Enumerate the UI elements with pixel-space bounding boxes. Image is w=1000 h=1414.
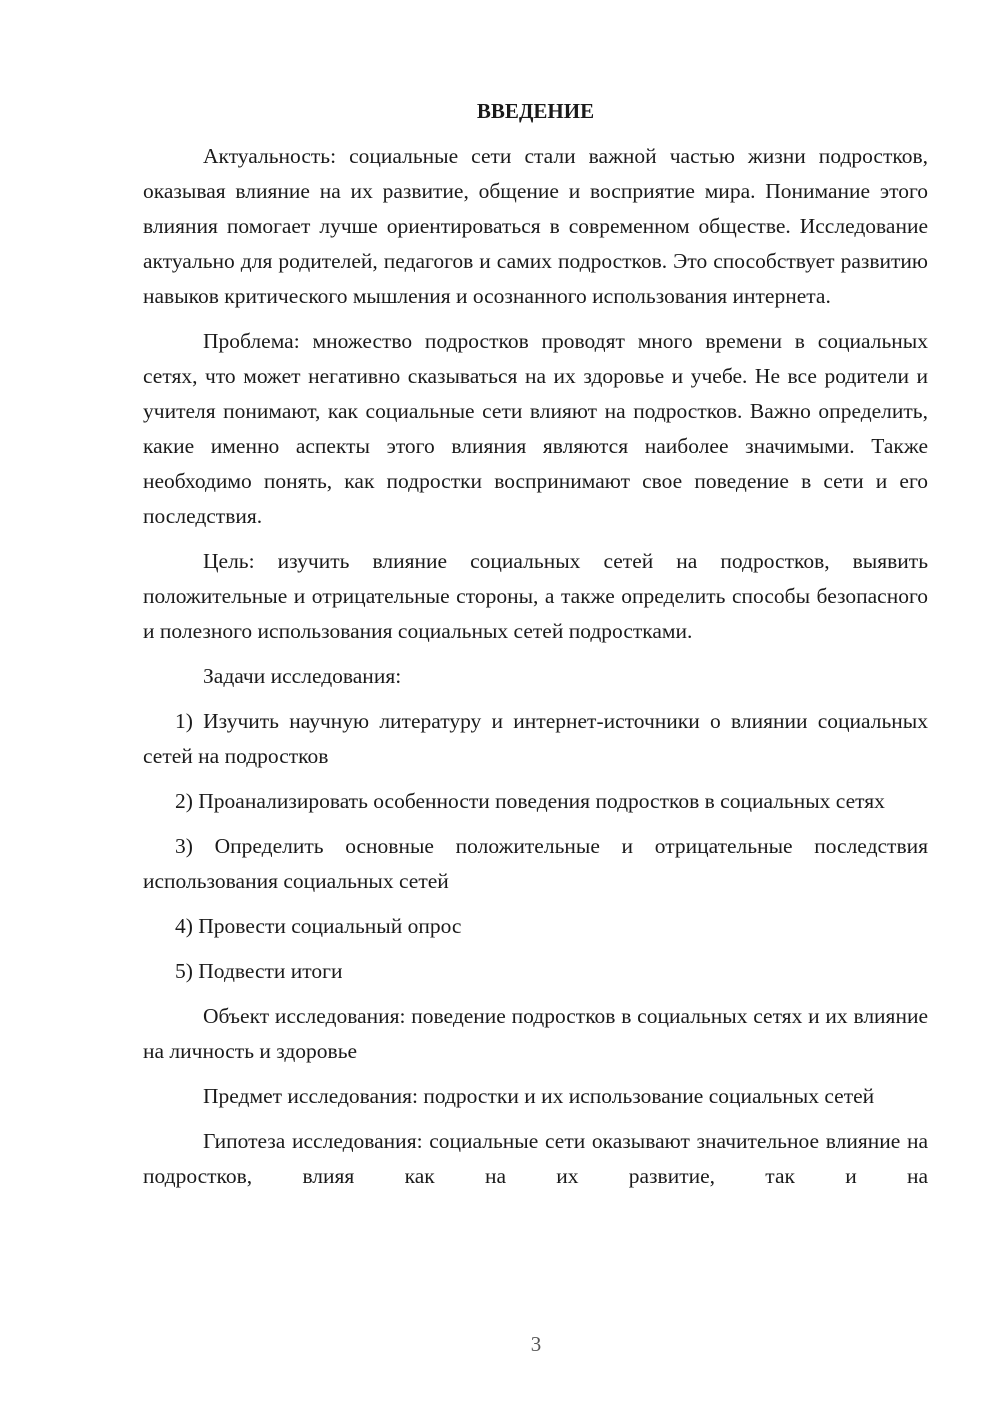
page-number: 3 [530,1332,542,1356]
task-item-5: 5) Подвести итоги [175,959,343,983]
paragraph-relevance: Актуальность: социальные сети стали важной частью жизни подростков, оказывая влияние на их развитие, общение и восприятие мира. Понимание этого влияния помогает лучше ориентироваться в современном обществе. Исследование актуально для родителей, педагогов и самих подростков. Это способствует развитию навыков критического мышления и осознанного использования интернета. [143,144,928,308]
page-title: ВВЕДЕНИЕ [476,99,595,123]
paragraph-object: Объект исследования: поведение подростков в социальных сетях и их влияние на личность и здоровье [143,1004,928,1063]
document-page [143,94,928,1204]
paragraph-hypothesis: Гипотеза исследования: социальные сети оказывают значительное влияние на подростков, влияя как на их развитие, так и на [143,1129,928,1188]
paragraph-problem: Проблема: множество подростков проводят много времени в социальных сетях, что может негативно сказываться на их здоровье и учебе. Не все родители и учителя понимают, как социальные сети влияют на подростков. Важно определить, какие именно аспекты этого влияния являются наиболее значимыми. Также необходимо понять, как подростки воспринимают свое поведение в сети и его последствия. [143,329,928,528]
task-item-1: 1) Изучить научную литературу и интернет-источники о влиянии социальных сетей на подростков [143,709,928,768]
paragraph-goal: Цель: изучить влияние социальных сетей на подростков, выявить положительные и отрицательные стороны, а также определить способы безопасного и полезного использования социальных сетей подростками. [143,549,928,643]
task-item-4: 4) Провести социальный опрос [175,914,462,938]
task-item-3: 3) Определить основные положительные и отрицательные последствия использования социальных сетей [143,834,928,893]
task-item-2: 2) Проанализировать особенности поведения подростков в социальных сетях [175,789,885,813]
paragraph-subject: Предмет исследования: подростки и их использование социальных сетей [203,1084,875,1108]
paragraph-tasks-heading: Задачи исследования: [203,664,402,688]
